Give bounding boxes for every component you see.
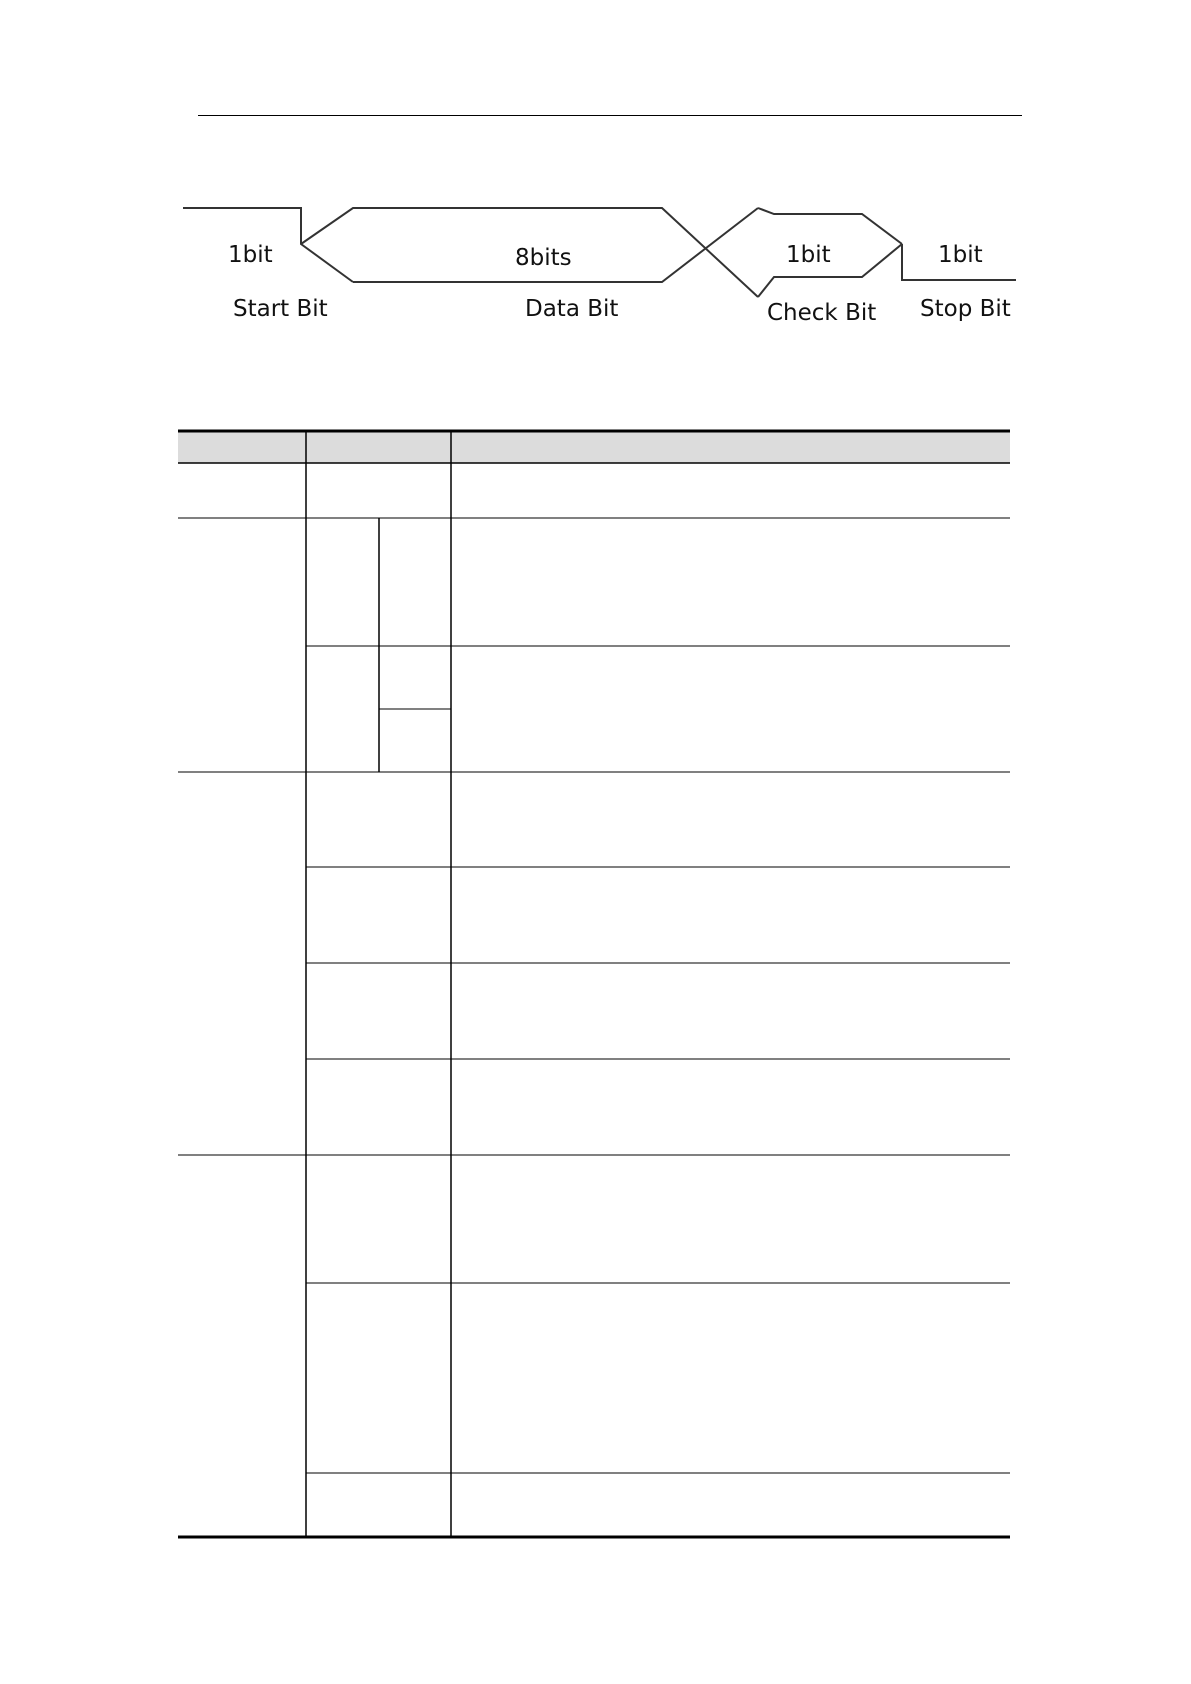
stop-bit-count: 1bit (938, 242, 983, 268)
check-bit-label: Check Bit (767, 300, 877, 326)
start-bit-count: 1bit (228, 242, 273, 268)
stop-bit-label: Stop Bit (920, 296, 1011, 322)
check-bit-count: 1bit (786, 242, 831, 268)
start-bit-label: Start Bit (233, 296, 328, 322)
data-bit-count: 8bits (515, 245, 572, 271)
data-bit-label: Data Bit (525, 296, 619, 322)
table-header-row (178, 431, 1010, 463)
